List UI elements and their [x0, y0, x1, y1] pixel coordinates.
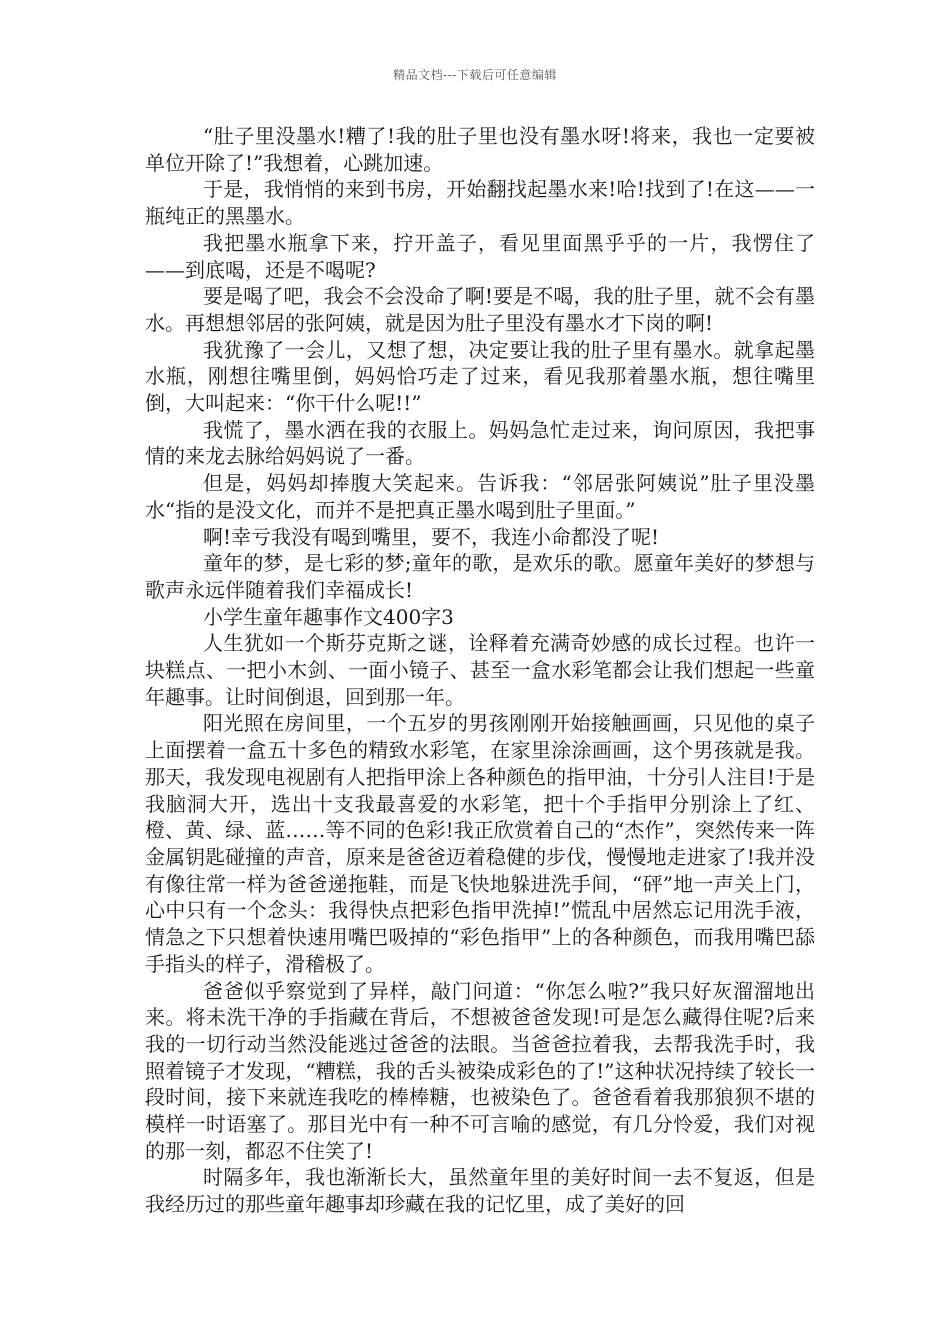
paragraph: 要是喝了吧，我会不会没命了啊!要是不喝，我的肚子里，就不会有墨水。再想想邻居的张阿姨，就是因为肚子里没有墨水才下岗的啊! [145, 284, 815, 335]
paragraph: 时隔多年，我也渐渐长大，虽然童年里的美好时间一去不复返，但是我经历过的那些童年趣事却珍藏在我的记忆里，成了美好的回 [145, 1165, 815, 1217]
paragraph: 爸爸似乎察觉到了异样，敲门问道：“你怎么啦?”我只好灰溜溜地出来。将未洗干净的手指藏在背后，不想被爸爸发现!可是怎么藏得住呢?后来我的一切行动当然没能逃过爸爸的法眼。当爸爸拉着我，去帮我洗手时，我照着镜子才发现，“糟糕，我的舌头被染成彩色的了!”这种状况持续了较长一段时间，接下来就连我吃的棒棒糖，也被染色了。爸爸看着我那狼狈不堪的模样一时语塞了。那目光中有一种不可言喻的感觉，有几分怜爱，我们对视的那一刻，都忍不住笑了! [145, 978, 815, 1163]
paragraph: 我把墨水瓶拿下来，拧开盖子，看见里面黑乎乎的一片，我愣住了——到底喝，还是不喝呢? [145, 230, 815, 282]
paragraph: 我慌了，墨水洒在我的衣服上。妈妈急忙走过来，询问原因，我把事情的来龙去脉给妈妈说了一番。 [145, 417, 815, 469]
paragraph: 我犹豫了一会儿，又想了想，决定要让我的肚子里有墨水。就拿起墨水瓶，刚想往嘴里倒，妈妈恰巧走了过来，看见我那着墨水瓶，想往嘴里倒，大叫起来：“你干什么呢!!” [145, 337, 815, 416]
article-body [145, 123, 815, 1218]
paragraph: 阳光照在房间里，一个五岁的男孩刚刚开始接触画画，只见他的桌子上面摆着一盒五十多色的精致水彩笔，在家里涂涂画画，这个男孩就是我。那天，我发现电视剧有人把指甲涂上各种颜色的指甲油，十分引人注目!于是我脑洞大开，选出十支我最喜爱的水彩笔，把十个手指甲分别涂上了红、橙、黄、绿、蓝……等不同的色彩!我正欣赏着自己的“杰作”，突然传来一阵金属钥匙碰撞的声音，原来是爸爸迈着稳健的步伐，慢慢地走进家了!我并没有像往常一样为爸爸递拖鞋，而是飞快地躲进洗手间，“砰”地一声关上门，心中只有一个念头：我得快点把彩色指甲洗掉!”慌乱中居然忘记用洗手液，情急之下只想着快速用嘴巴吸掉的“彩色指甲”上的各种颜色，而我用嘴巴舔手指头的样子，滑稽极了。 [145, 711, 815, 976]
paragraph: 人生犹如一个斯芬克斯之谜，诠释着充满奇妙感的成长过程。也许一块糕点、一把小木剑、一面小镜子、甚至一盒水彩笔都会让我们想起一些童年趣事。让时间倒退，回到那一年。 [145, 631, 815, 709]
page-header: 精品文档---下载后可任意编辑 [393, 68, 557, 82]
paragraph: 于是，我悄悄的来到书房，开始翻找起墨水来!哈!找到了!在这——一瓶纯正的黑墨水。 [145, 177, 815, 229]
paragraph: 童年的梦，是七彩的梦;童年的歌，是欢乐的歌。愿童年美好的梦想与歌声永远伴随着我们幸福成长! [145, 551, 815, 602]
paragraph: “肚子里没墨水!糟了!我的肚子里也没有墨水呀!将来，我也一定要被单位开除了!”我想着，心跳加速。 [145, 124, 815, 175]
paragraph: 但是，妈妈却捧腹大笑起来。告诉我：“邻居张阿姨说”肚子里没墨水“指的是没文化，而并不是把真正墨水喝到肚子里面。” [145, 471, 815, 522]
paragraph: 啊!幸亏我没有喝到嘴里，要不，我连小命都没了呢! [203, 524, 660, 549]
section-heading: 小学生童年趣事作文400字3 [203, 604, 454, 629]
